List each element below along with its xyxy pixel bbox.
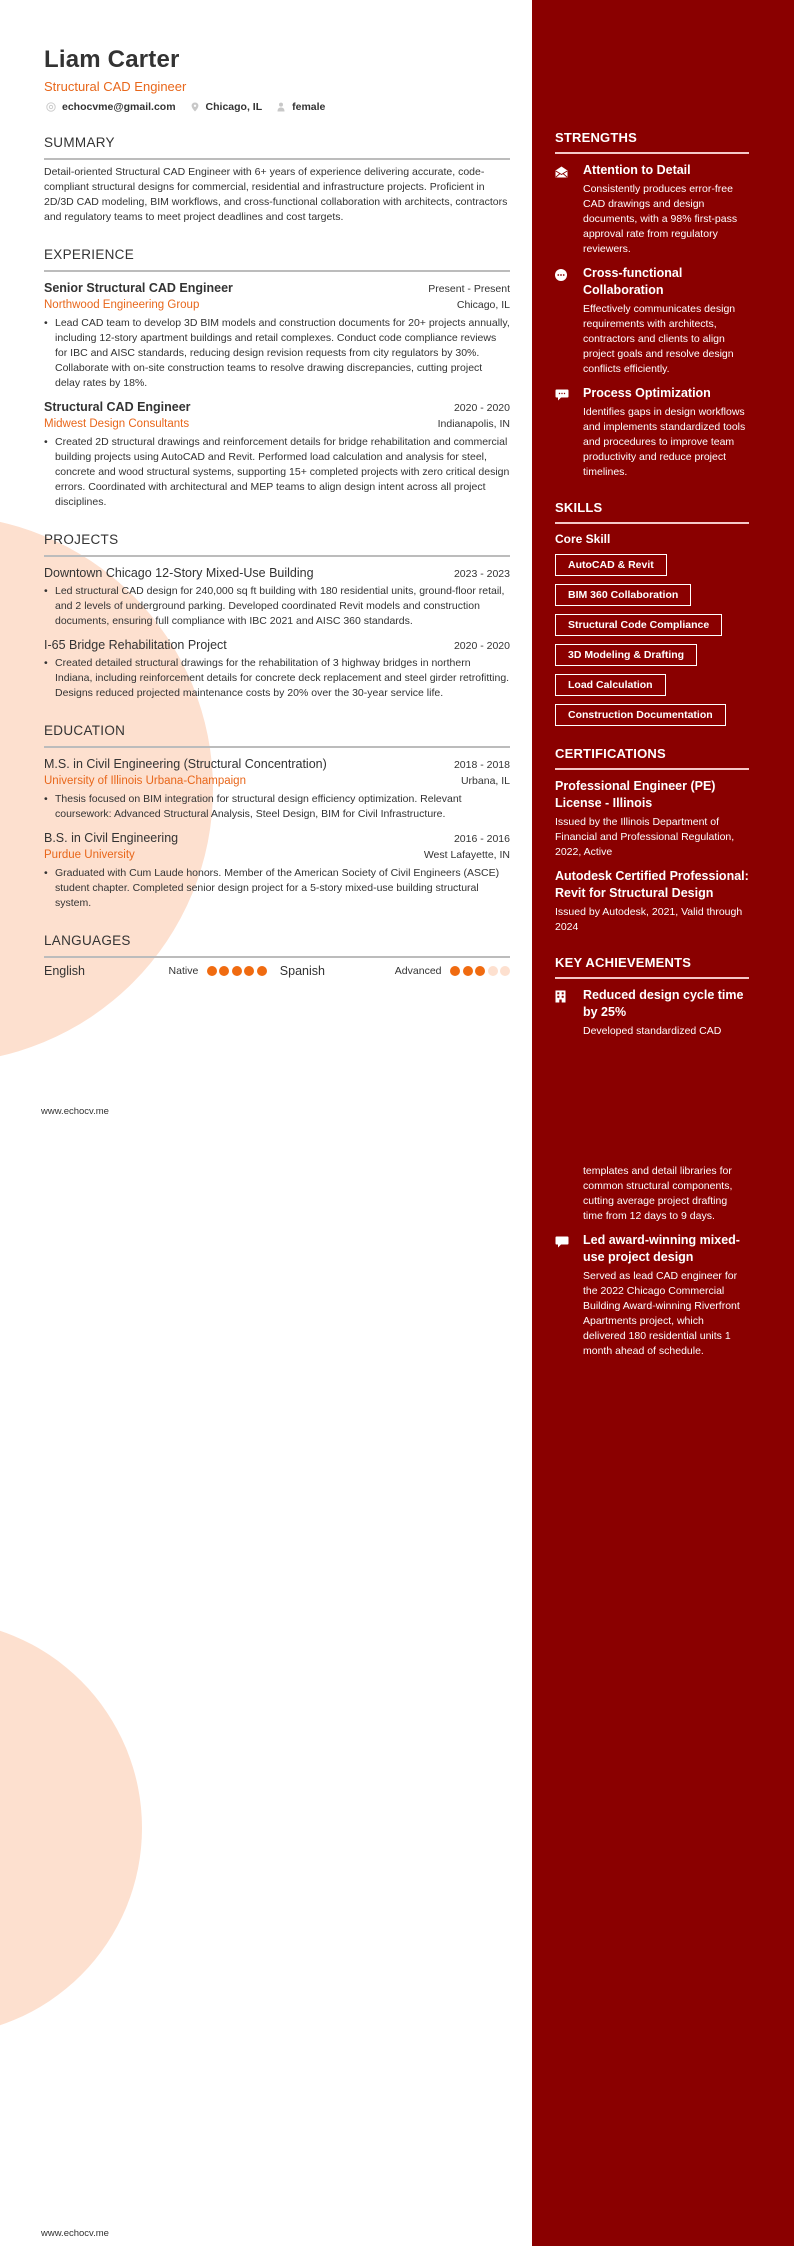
skill-tag: Structural Code Compliance xyxy=(555,614,722,636)
location-pin-icon xyxy=(190,102,200,112)
strength-title: Attention to Detail xyxy=(583,163,691,177)
strengths-heading: STRENGTHS xyxy=(555,130,749,154)
achievements-heading: KEY ACHIEVEMENTS xyxy=(555,955,749,979)
envelope-open-icon xyxy=(555,166,568,178)
job-title: Structural CAD Engineer xyxy=(44,400,191,414)
school-name: Purdue University xyxy=(44,849,135,861)
contact-gender-text: female xyxy=(292,101,326,113)
certification-item xyxy=(555,778,749,860)
at-icon xyxy=(46,102,56,112)
experience-item xyxy=(44,399,510,510)
rating-dot-filled xyxy=(475,966,485,976)
job-bullet: • Created 2D structural drawings and reinforcement details for bridge rehabilitation and commercial building projects using AutoCAD and Revit. Performed load calculation and analysis for steel, concrete and wood structural systems, supporting 15+ completed projects with zero critical design errors. Coordinated with architectural and MEP teams to align design intent across all project disciplines. xyxy=(44,435,510,510)
summary-text: Detail-oriented Structural CAD Engineer with 6+ years of experience delivering accurate, code-compliant structural designs for commercial, residential and infrastructure projects. Proficient in 2D/3D CAD modeling, BIM workflows, and cross-functional collaboration with architects, contractors and regulatory teams to meet project deadlines and cost targets. xyxy=(44,166,508,223)
achievement-description: Developed standardized CAD xyxy=(583,1025,722,1037)
degree: M.S. in Civil Engineering (Structural Concentration) xyxy=(44,757,327,771)
project-item xyxy=(44,565,510,629)
company-name: Northwood Engineering Group xyxy=(44,299,200,311)
rating-dot-filled xyxy=(450,966,460,976)
contact-list xyxy=(44,101,510,113)
job-dates: Present - Present xyxy=(428,283,510,295)
rating-dot-filled xyxy=(207,966,217,976)
language-item xyxy=(280,964,510,978)
footer-link[interactable]: www.echocv.me xyxy=(41,2228,109,2239)
achievement-item xyxy=(555,987,749,1039)
company-name: Midwest Design Consultants xyxy=(44,418,190,430)
language-name: Spanish xyxy=(279,964,325,978)
project-bullet: • Created detailed structural drawings for the rehabilitation of 3 highway bridges in northern Indiana, including reinforcement details for concrete deck replacement and steel girder retrofitting. Designs reduced projected maintenance costs by 20% over the 30-year service life. xyxy=(44,656,510,701)
project-name: Downtown Chicago 12-Story Mixed-Use Building xyxy=(44,566,314,580)
skill-tag: AutoCAD & Revit xyxy=(555,554,667,576)
language-name: English xyxy=(44,964,85,978)
sidebar-continued xyxy=(555,1164,749,1359)
achievement-item-continued xyxy=(555,1164,749,1224)
strength-description: Consistently produces error-free CAD drawings and design documents, with a 98% first-pass approval rate from regulatory reviewers. xyxy=(583,183,738,255)
rating-dot-filled xyxy=(244,966,254,976)
contact-location-text: Chicago, IL xyxy=(205,101,263,113)
contact-email[interactable] xyxy=(44,101,176,113)
strength-item xyxy=(555,265,749,377)
school-location: West Lafayette, IN xyxy=(423,849,510,861)
achievement-title: Reduced design cycle time by 25% xyxy=(583,988,744,1019)
strengths-section xyxy=(555,130,749,480)
summary-heading: SUMMARY xyxy=(44,135,510,160)
decorative-circle xyxy=(0,1620,142,2036)
project-item xyxy=(44,637,510,701)
rating-dot-filled xyxy=(257,966,267,976)
skills-heading: SKILLS xyxy=(555,500,749,524)
skill-tag: Load Calculation xyxy=(555,674,666,696)
achievements-section xyxy=(555,955,749,1039)
strength-item xyxy=(555,162,749,257)
language-item xyxy=(44,964,267,978)
projects-heading: PROJECTS xyxy=(44,532,510,557)
footer-link[interactable]: www.echocv.me xyxy=(41,1106,109,1117)
chat-bubble-icon xyxy=(555,389,569,401)
job-location: Indianapolis, IN xyxy=(437,418,510,430)
strength-description: Effectively communicates design requirements with architects, contractors and clients to align project goals and resolve design conflicts efficiently. xyxy=(583,303,736,375)
language-rating xyxy=(204,966,267,976)
rating-dot-filled xyxy=(219,966,229,976)
chat-bubble-icon xyxy=(555,1236,569,1248)
sidebar xyxy=(555,130,749,1059)
education-item xyxy=(44,756,510,822)
certification-description: Issued by Autodesk, 2021, Valid through 2024 xyxy=(555,906,743,933)
achievement-description: templates and detail libraries for common structural components, cutting average project drafting time from 12 days to 9 days. xyxy=(583,1165,733,1222)
skill-group-label: Core Skill xyxy=(555,532,611,546)
experience-heading: EXPERIENCE xyxy=(44,247,510,272)
achievement-item xyxy=(555,1232,749,1359)
education-item xyxy=(44,830,510,911)
strength-title: Cross-functional Collaboration xyxy=(583,266,683,297)
building-icon xyxy=(555,990,566,1003)
certification-description: Issued by the Illinois Department of Financial and Professional Regulation, 2022, Active xyxy=(555,816,735,858)
certification-title: Professional Engineer (PE) License - Illinois xyxy=(555,779,716,810)
language-level: Native xyxy=(168,965,199,977)
school-name: University of Illinois Urbana-Champaign xyxy=(44,775,246,787)
strength-title: Process Optimization xyxy=(583,386,711,400)
candidate-name: Liam Carter xyxy=(44,46,180,73)
rating-dot-filled xyxy=(463,966,473,976)
education-dates: 2018 - 2018 xyxy=(453,759,510,771)
skill-tag: BIM 360 Collaboration xyxy=(555,584,691,606)
language-rating xyxy=(448,966,511,976)
language-level: Advanced xyxy=(394,965,442,977)
certification-item xyxy=(555,868,749,935)
job-dates: 2020 - 2020 xyxy=(453,402,510,414)
certification-title: Autodesk Certified Professional: Revit for Structural Design xyxy=(555,869,749,900)
ellipsis-circle-icon xyxy=(555,269,567,281)
job-bullet: • Lead CAD team to develop 3D BIM models and construction documents for 20+ projects annually, including 12-story apartment buildings and retail complexes. Conduct code compliance reviews for IBC and AISC standards, reducing design revision requests from city regulators by 30%. Collaborate with on-site construction teams to resolve drawing discrepancies, cutting project delay rates by 18%. xyxy=(44,316,510,391)
project-name: I-65 Bridge Rehabilitation Project xyxy=(44,638,227,652)
main-column xyxy=(44,46,510,978)
project-dates: 2020 - 2020 xyxy=(453,640,510,652)
contact-gender xyxy=(274,101,325,113)
education-dates: 2016 - 2016 xyxy=(453,833,510,845)
rating-dot-empty xyxy=(488,966,498,976)
achievement-title: Led award-winning mixed-use project design xyxy=(583,1233,740,1264)
contact-location xyxy=(188,101,263,113)
candidate-role: Structural CAD Engineer xyxy=(44,79,187,94)
school-location: Urbana, IL xyxy=(460,775,510,787)
rating-dot-empty xyxy=(500,966,510,976)
languages-list xyxy=(44,964,510,978)
certifications-heading: CERTIFICATIONS xyxy=(555,746,749,770)
degree: B.S. in Civil Engineering xyxy=(44,831,179,845)
achievement-description: Served as lead CAD engineer for the 2022 Chicago Commercial Building Award-winning Riverfront Apartments project, which delivered 180 residential units 1 month ahead of schedule. xyxy=(583,1270,740,1357)
skill-list xyxy=(555,546,749,726)
strength-item xyxy=(555,385,749,480)
skills-section xyxy=(555,500,749,726)
certifications-section xyxy=(555,746,749,935)
education-bullet: • Graduated with Cum Laude honors. Member of the American Society of Civil Engineers (ASCE) student chapter. Completed senior design project for a 5-story mixed-use building structural system. xyxy=(44,866,510,911)
job-location: Chicago, IL xyxy=(456,299,510,311)
education-heading: EDUCATION xyxy=(44,723,510,748)
project-bullet: • Led structural CAD design for 240,000 sq ft building with 180 residential units, ground-floor retail, and 2 levels of underground parking. Developed coordinated Revit models and construction documents, ensuring full compliance with IBC 2021 and AISC 360 standards. xyxy=(44,584,510,629)
experience-item xyxy=(44,280,510,391)
contact-email-text: echocvme@gmail.com xyxy=(62,101,176,113)
skill-tag: 3D Modeling & Drafting xyxy=(555,644,697,666)
education-bullet: • Thesis focused on BIM integration for structural design efficiency optimization. Relevant coursework: Advanced Structural Analysis, Steel Design, BIM for Civil Infrastructure. xyxy=(44,792,510,822)
strength-description: Identifies gaps in design workflows and implements standardized tools and procedures to improve team productivity and reduce project timelines. xyxy=(583,406,746,478)
skill-tag: Construction Documentation xyxy=(555,704,726,726)
languages-heading: LANGUAGES xyxy=(44,933,510,958)
project-dates: 2023 - 2023 xyxy=(453,568,510,580)
person-icon xyxy=(276,102,286,112)
rating-dot-filled xyxy=(232,966,242,976)
job-title: Senior Structural CAD Engineer xyxy=(44,281,233,295)
